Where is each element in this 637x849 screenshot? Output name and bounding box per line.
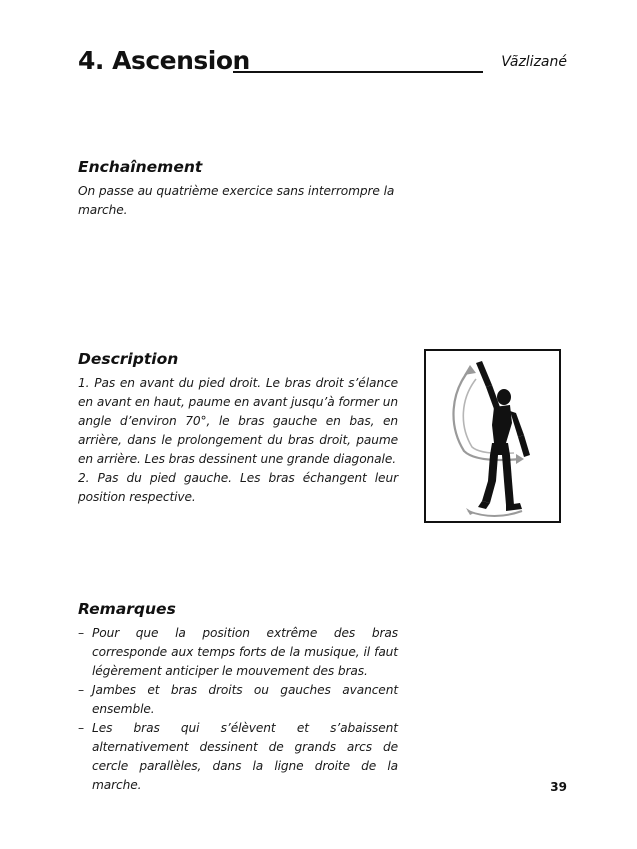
remark-text-1: Pour que la position extrême des bras corresponde aux temps forts de la musique, il faut légèrement anticiper le mouvement des bras. — [92, 626, 398, 678]
page-number: 39 — [550, 780, 567, 794]
foot-arc-arrowhead — [466, 508, 474, 515]
remark-text-2: Jambes et bras droits ou gauches avancent ensemble. — [92, 683, 398, 716]
raised-forearm — [476, 361, 492, 387]
arc-arrowhead-right — [516, 454, 524, 464]
remark-item-3 — [78, 719, 398, 795]
description-step-2: 2. Pas du pied gauche. Les bras échangent leur position respective. — [78, 471, 398, 504]
back-shin — [482, 481, 496, 503]
front-shin — [504, 481, 514, 505]
description-step-1: 1. Pas en avant du pied droit. Le bras droit s’élance en avant en haut, paume en avant jusqu’à former un angle d’environ 70°, le bras gauche en bas, en arrière, dans le prolongement du bras droit, paume en arrière. Les bras dessinent une grande diagonale. — [78, 376, 398, 466]
mannequin-torso — [492, 405, 512, 443]
list-dash: – — [78, 683, 84, 697]
mannequin-illustration-icon — [426, 351, 559, 521]
list-dash: – — [78, 626, 84, 640]
title-underline — [233, 71, 483, 73]
remark-item-1 — [78, 624, 398, 681]
remark-text-3: Les bras qui s’élèvent et s’abaissent alternativement dessinent de grands arcs de cercle parallèles, dans la ligne droite de la marche. — [92, 721, 398, 792]
remarques-list — [78, 624, 398, 795]
mannequin-pelvis — [490, 443, 510, 455]
arc-arrowhead-top — [464, 365, 476, 375]
lowered-forearm — [518, 435, 530, 457]
description-heading: Description — [78, 350, 179, 368]
remark-item-2 — [78, 681, 398, 719]
mannequin-head — [497, 389, 511, 405]
page-title: 4. Ascension — [78, 46, 250, 75]
remarques-heading: Remarques — [78, 600, 176, 618]
enchainement-heading: Enchaînement — [78, 158, 203, 176]
lowered-upper-arm — [510, 411, 524, 437]
list-dash: – — [78, 721, 84, 735]
mannequin-figure — [424, 349, 561, 523]
enchainement-text: On passe au quatrième exercice sans interrompre la marche. — [78, 184, 395, 217]
foot-motion-arc — [468, 511, 522, 516]
header-tag: Vãzlizané — [501, 54, 567, 70]
